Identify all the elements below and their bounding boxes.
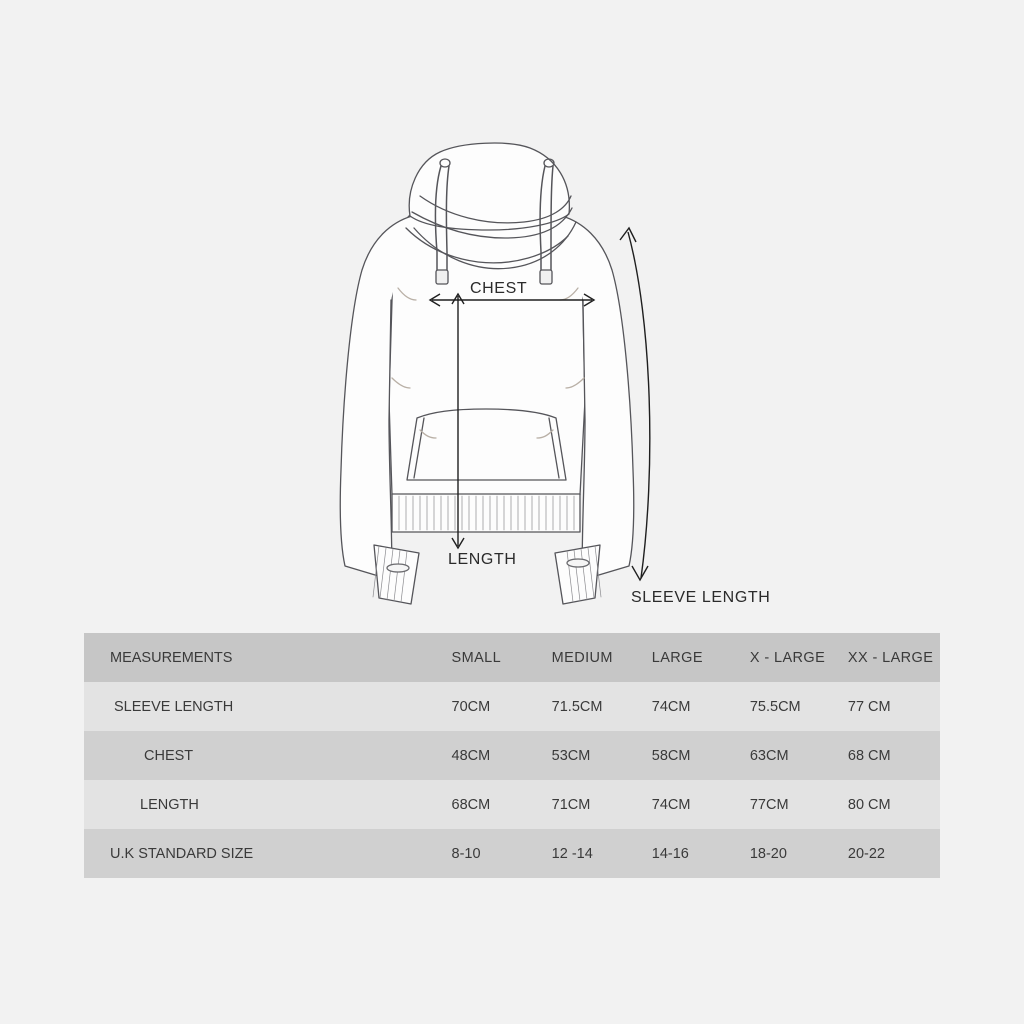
chest-dimension-label: CHEST bbox=[470, 280, 528, 297]
row-label-sleeve-length: SLEEVE LENGTH bbox=[114, 698, 234, 715]
cell-uk-xlarge: 18-20 bbox=[749, 845, 787, 862]
cell-sleeve-medium: 71.5CM bbox=[551, 698, 603, 715]
row-label-length: LENGTH bbox=[140, 796, 199, 813]
header-medium: MEDIUM bbox=[551, 649, 613, 666]
row-label-chest: CHEST bbox=[144, 747, 194, 764]
table-row bbox=[84, 731, 940, 780]
size-chart-table bbox=[84, 633, 940, 878]
cell-uk-xxlarge: 20-22 bbox=[847, 845, 885, 862]
cell-chest-xlarge: 63CM bbox=[749, 747, 789, 764]
header-measurements: MEASUREMENTS bbox=[110, 649, 233, 666]
table-body bbox=[84, 682, 940, 878]
cell-sleeve-xlarge: 75.5CM bbox=[749, 698, 801, 715]
table-row bbox=[84, 829, 940, 878]
cell-sleeve-small: 70CM bbox=[451, 698, 491, 715]
cell-chest-large: 58CM bbox=[651, 747, 691, 764]
cell-length-small: 68CM bbox=[451, 796, 491, 813]
cell-uk-medium: 12 -14 bbox=[551, 845, 593, 862]
row-label-uk-standard-size: U.K STANDARD SIZE bbox=[110, 845, 254, 862]
header-small: SMALL bbox=[451, 649, 502, 666]
cell-length-large: 74CM bbox=[651, 796, 691, 813]
table-row bbox=[84, 682, 940, 731]
header-xx-large: XX - LARGE bbox=[847, 649, 934, 666]
cell-uk-large: 14-16 bbox=[651, 845, 689, 862]
cell-uk-small: 8-10 bbox=[451, 845, 481, 862]
cell-sleeve-large: 74CM bbox=[651, 698, 691, 715]
cell-chest-small: 48CM bbox=[451, 747, 491, 764]
table-header-row bbox=[84, 633, 940, 682]
cell-length-medium: 71CM bbox=[551, 796, 591, 813]
table-row bbox=[84, 780, 940, 829]
cell-sleeve-xxlarge: 77 CM bbox=[847, 698, 891, 715]
length-dimension-label: LENGTH bbox=[448, 551, 517, 568]
cell-length-xlarge: 77CM bbox=[749, 796, 789, 813]
cell-length-xxlarge: 80 CM bbox=[847, 796, 891, 813]
header-large: LARGE bbox=[651, 649, 703, 666]
sleeve-length-dimension-label: SLEEVE LENGTH bbox=[631, 589, 771, 606]
header-x-large: X - LARGE bbox=[749, 649, 826, 666]
table-header bbox=[84, 633, 940, 682]
cell-chest-xxlarge: 68 CM bbox=[847, 747, 891, 764]
cell-chest-medium: 53CM bbox=[551, 747, 591, 764]
